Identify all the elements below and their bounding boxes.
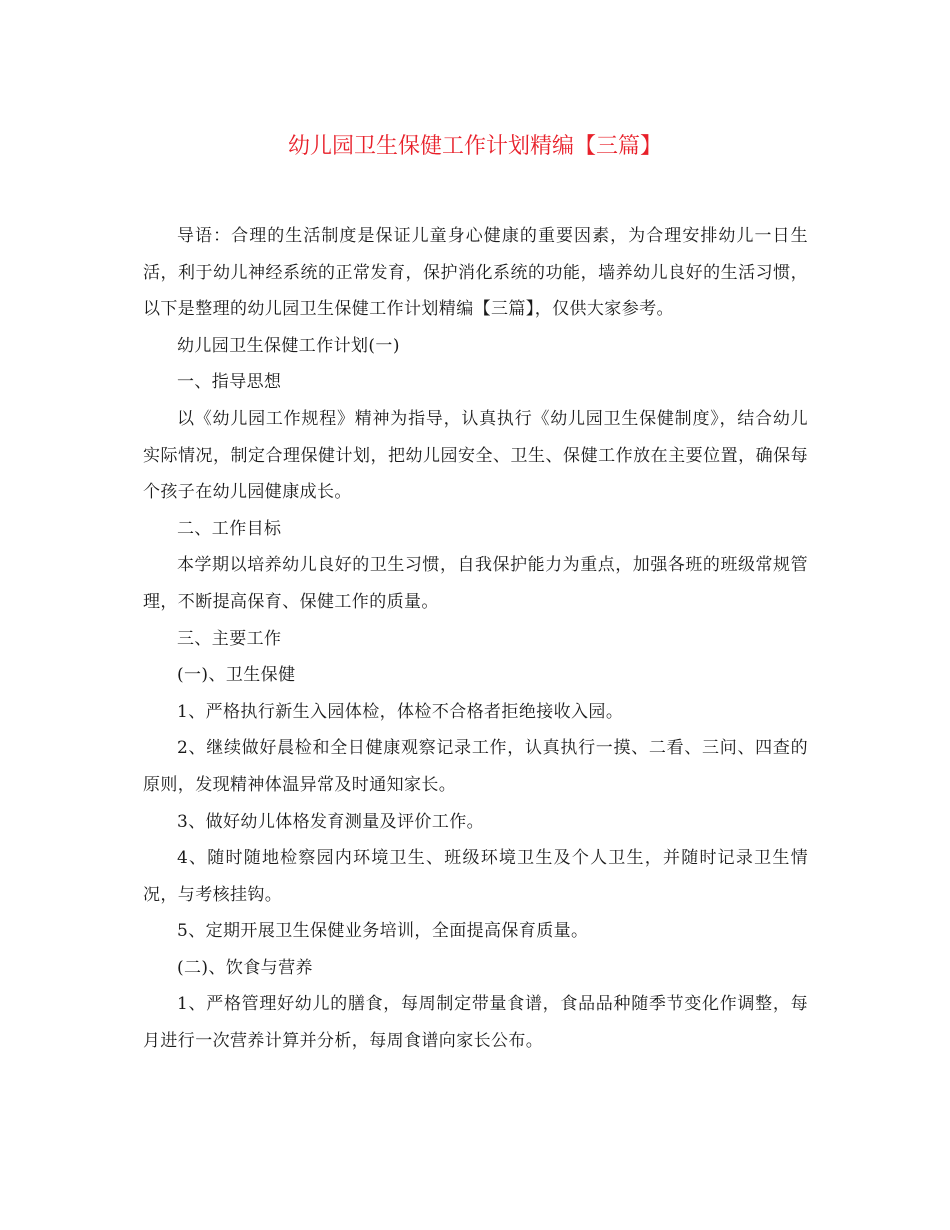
heading-guiding-ideology: 一、指导思想 [177,372,282,393]
list-item-5: 5、定期开展卫生保健业务培训，全面提高保育质量。 [177,921,589,942]
paragraph-guiding-ideology: 以《幼儿园工作规程》精神为指导，认真执行《幼儿园卫生保健制度》，结合幼儿实际情况，制定合理保健计划，把幼儿园安全、卫生、保健工作放在主要位置，确保每个孩子在幼儿园健康成长。 [143,408,808,503]
heading-main-work: 三、主要工作 [177,628,282,649]
document-body [143,218,808,1060]
list-item-1: 1、严格执行新生入园体检，体检不合格者拒绝接收入园。 [177,701,624,722]
subheading-health-care: (一)、卫生保健 [177,665,296,686]
list-item-2: 2、继续做好晨检和全日健康观察记录工作，认真执行一摸、二看、三问、四查的原则，发现精神体温异常及时通知家长。 [143,738,808,795]
paragraph-work-goals: 本学期以培养幼儿良好的卫生习惯，自我保护能力为重点，加强各班的班级常规管理，不断提高保育、保健工作的质量。 [143,555,808,612]
list-item-diet-1: 1、严格管理好幼儿的膳食，每周制定带量食谱，食品品种随季节变化作调整，每月进行一次营养计算并分析，每周食谱向家长公布。 [143,994,808,1052]
section-heading-plan-one: 幼儿园卫生保健工作计划(一) [177,335,400,356]
heading-work-goals: 二、工作目标 [177,518,282,539]
list-item-4: 4、随时随地检察园内环境卫生、班级环境卫生及个人卫生，并随时记录卫生情况，与考核挂钩。 [143,848,808,905]
subheading-diet-nutrition: (二)、饮食与营养 [177,957,313,978]
document-title: 幼儿园卫生保健工作计划精编【三篇】 [287,134,662,159]
intro-paragraph: 导语：合理的生活制度是保证儿童身心健康的重要因素，为合理安排幼儿一日生活，利于幼儿神经系统的正常发育，保护消化系统的功能，墙养幼儿良好的生活习惯，以下是整理的幼儿园卫生保健工作计划精编【三篇】，仅供大家参考。 [143,226,808,320]
list-item-3: 3、做好幼儿体格发育测量及评价工作。 [177,811,485,832]
